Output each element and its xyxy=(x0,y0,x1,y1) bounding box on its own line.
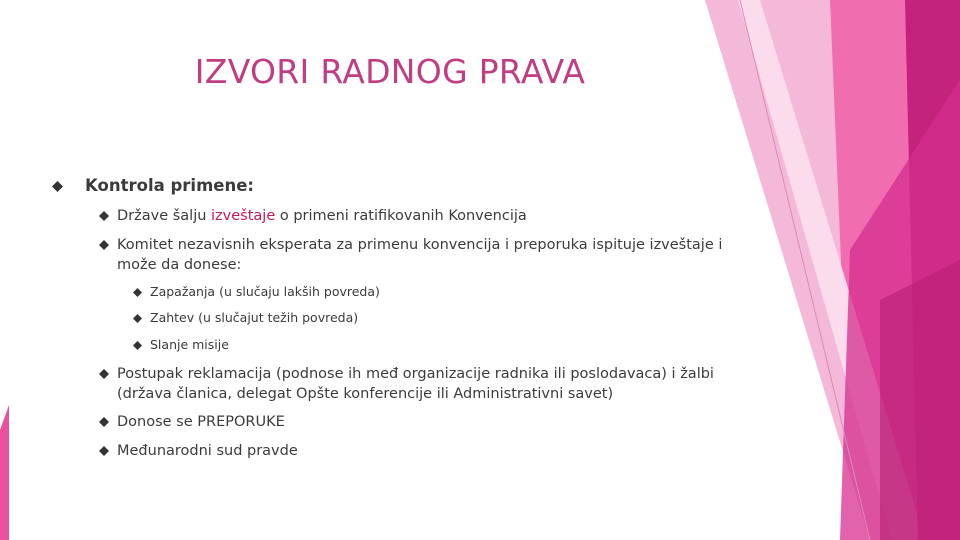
highlighted-word: izveštaje xyxy=(211,208,276,224)
diamond-icon xyxy=(99,446,109,456)
item-text: Međunarodni sud pravde xyxy=(117,443,298,459)
item-text-part: o primeni ratifikovanih Konvencija xyxy=(275,208,527,224)
diamond-icon xyxy=(99,240,109,250)
shape-dark xyxy=(880,260,960,540)
item-text: Komitet nezavisnih eksperata za primenu konvencija i preporuka ispituje izveštaje i može da donese: xyxy=(117,237,723,273)
bullet-heading xyxy=(52,176,254,195)
list-item xyxy=(99,235,739,275)
list-item xyxy=(99,412,285,432)
list-item xyxy=(99,441,298,461)
diamond-icon xyxy=(99,417,109,427)
shape-left-edge xyxy=(0,405,9,540)
list-item xyxy=(99,206,739,226)
heading-text: Kontrola primene: xyxy=(85,176,254,195)
sub-list-item xyxy=(133,310,358,325)
item-text: Donose se PREPORUKE xyxy=(117,414,285,430)
diamond-icon xyxy=(99,369,109,379)
diamond-icon xyxy=(133,314,142,323)
sub-item-text: Zapažanja (u slučaju lakših povreda) xyxy=(150,284,380,299)
slide-title: IZVORI RADNOG PRAVA xyxy=(194,52,586,91)
diamond-icon xyxy=(99,211,109,221)
list-item xyxy=(99,364,739,404)
diamond-icon xyxy=(133,341,142,350)
diamond-icon xyxy=(133,288,142,297)
diamond-icon xyxy=(52,181,63,192)
sub-item-text: Slanje misije xyxy=(150,337,229,352)
item-text: Postupak reklamacija (podnose ih međ organizacije radnika ili poslodavaca) i žalbi (država članica, delegat Opšte konferencije ili Administrativni savet) xyxy=(117,366,714,402)
sub-list-item xyxy=(133,337,229,352)
sub-list-item xyxy=(133,284,380,299)
item-text-part: Države šalju xyxy=(117,208,212,224)
item-text xyxy=(117,206,527,226)
sub-item-text: Zahtev (u slučajut težih povreda) xyxy=(150,310,359,325)
